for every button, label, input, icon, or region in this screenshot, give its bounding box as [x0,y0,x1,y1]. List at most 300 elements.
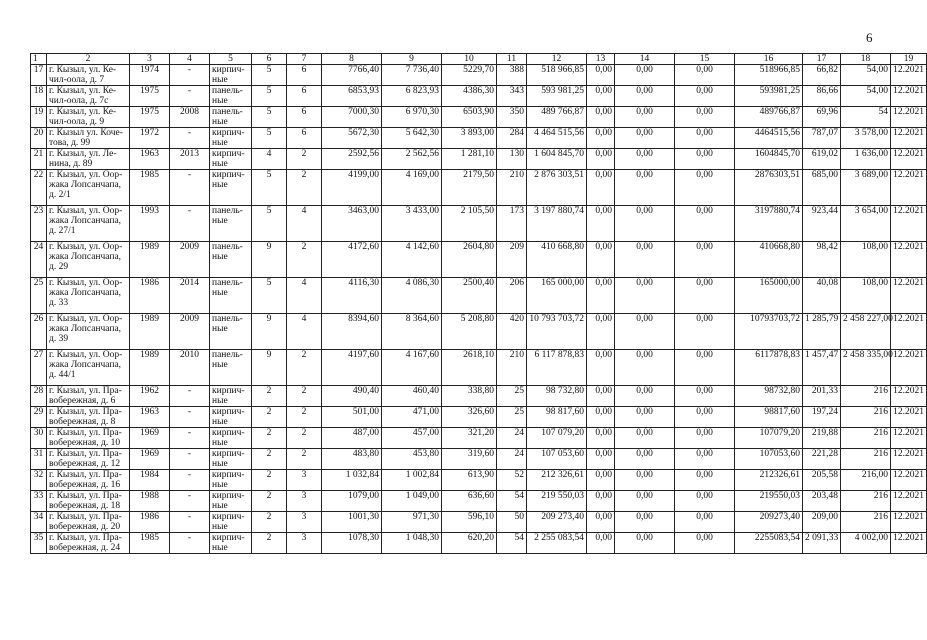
entrances-cell: 2 [287,242,322,278]
entrances-cell: 4 [287,278,322,314]
wall-material-cell [210,128,252,149]
address-line: чил-оола, д. 7 [49,75,105,85]
max-cost-cell: 4 002,00 [841,533,891,554]
cost-total-cell: 212 326,61 [527,470,587,491]
cost-col13-cell: 0,00 [587,407,615,428]
cost-col14-cell: 0,00 [615,206,675,242]
floors-cell: 9 [252,242,287,278]
total-area-cell: 1 032,84 [322,470,382,491]
total-area-cell: 1001,30 [322,512,382,533]
row-number-cell: 18 [31,86,47,107]
cost-col15-cell: 0,00 [675,491,735,512]
wall-material-cell [210,206,252,242]
cost-col13-cell: 0,00 [587,128,615,149]
wall-material-line: ные [212,138,228,148]
wall-material-cell [210,533,252,554]
cost-col15-cell: 0,00 [675,314,735,350]
address-cell [47,470,130,491]
unit-cost-cell: 2 091,33 [803,533,841,554]
build-year-cell: 1969 [130,428,170,449]
wall-material-line: ные [212,543,228,553]
entrances-cell: 6 [287,107,322,128]
table-row [31,86,927,107]
cost-col15-cell: 0,00 [675,350,735,386]
build-year-cell: 1988 [130,491,170,512]
residents-cell: 388 [497,65,527,86]
max-cost-cell: 216 [841,491,891,512]
living-area-cell: 6503,90 [442,107,497,128]
cost-col14-cell: 0,00 [615,428,675,449]
cost-owners-cell: 410668,80 [735,242,803,278]
build-year-cell: 1963 [130,407,170,428]
area-cell: 2 562,56 [382,149,442,170]
repair-year-cell: 2008 [170,107,210,128]
wall-material-line: кирпич- [212,449,245,459]
build-year-cell: 1986 [130,512,170,533]
unit-cost-cell: 619,02 [803,149,841,170]
wall-material-line: панель- [212,86,243,96]
wall-material-line: ные [212,75,228,85]
residents-cell: 284 [497,128,527,149]
residents-cell: 50 [497,512,527,533]
address-line: г. Кызыл, ул. Оор- [49,314,123,324]
repair-year-cell: - [170,428,210,449]
floors-cell: 5 [252,128,287,149]
build-year-cell: 1986 [130,278,170,314]
wall-material-line: ные [212,252,228,262]
residents-cell: 24 [497,428,527,449]
address-line: г. Кызыл, ул. Оор- [49,206,123,216]
area-cell: 1 048,30 [382,533,442,554]
living-area-cell: 5 208,80 [442,314,497,350]
wall-material-cell [210,107,252,128]
floors-cell: 2 [252,533,287,554]
max-cost-cell: 216 [841,512,891,533]
build-year-cell: 1975 [130,107,170,128]
column-header: 10 [442,54,497,65]
table-row [31,128,927,149]
living-area-cell: 2604,80 [442,242,497,278]
deadline-cell: 12.2021 [891,512,927,533]
wall-material-cell [210,170,252,206]
repair-year-cell: 2009 [170,314,210,350]
cost-owners-cell: 4464515,56 [735,128,803,149]
cost-owners-cell: 2255083,54 [735,533,803,554]
deadline-cell: 12.2021 [891,491,927,512]
floors-cell: 5 [252,107,287,128]
cost-col13-cell: 0,00 [587,107,615,128]
entrances-cell: 2 [287,386,322,407]
wall-material-line: кирпич- [212,407,245,417]
column-header: 15 [675,54,735,65]
cost-owners-cell: 10793703,72 [735,314,803,350]
row-number-cell: 35 [31,533,47,554]
column-header: 16 [735,54,803,65]
total-area-cell: 2592,56 [322,149,382,170]
residents-cell: 210 [497,170,527,206]
floors-cell: 2 [252,428,287,449]
deadline-cell: 12.2021 [891,278,927,314]
total-area-cell: 1079,00 [322,491,382,512]
table-row [31,170,927,206]
table-row [31,512,927,533]
address-line: г. Кызыл, ул. Пра- [49,512,122,522]
total-area-cell: 487,00 [322,428,382,449]
living-area-cell: 2500,40 [442,278,497,314]
residents-cell: 173 [497,206,527,242]
unit-cost-cell: 86,66 [803,86,841,107]
entrances-cell: 4 [287,206,322,242]
cost-col15-cell: 0,00 [675,407,735,428]
wall-material-cell [210,512,252,533]
wall-material-line: ные [212,522,228,532]
address-line: вобережная, д. 20 [49,522,121,532]
table-row [31,149,927,170]
unit-cost-cell: 98,42 [803,242,841,278]
build-year-cell: 1969 [130,449,170,470]
total-area-cell: 6853,93 [322,86,382,107]
living-area-cell: 326,60 [442,407,497,428]
row-number-cell: 29 [31,407,47,428]
max-cost-cell: 2 458 227,00 [841,314,891,350]
cost-total-cell: 209 273,40 [527,512,587,533]
build-year-cell: 1974 [130,65,170,86]
address-cell [47,533,130,554]
address-line: г. Кызыл, ул. Ке- [49,107,117,117]
total-area-cell: 4199,00 [322,170,382,206]
table-row [31,386,927,407]
build-year-cell: 1962 [130,386,170,407]
wall-material-line: ные [212,438,228,448]
header-row [31,54,927,65]
address-line: д. 29 [49,262,69,272]
cost-col13-cell: 0,00 [587,206,615,242]
address-line: жака Лопсанчапа, [49,216,122,226]
cost-col14-cell: 0,00 [615,350,675,386]
residents-cell: 343 [497,86,527,107]
cost-col14-cell: 0,00 [615,533,675,554]
residents-cell: 54 [497,533,527,554]
wall-material-line: ные [212,159,228,169]
cost-col14-cell: 0,00 [615,107,675,128]
living-area-cell: 2618,10 [442,350,497,386]
wall-material-line: кирпич- [212,65,245,75]
wall-material-cell [210,149,252,170]
repair-year-cell: 2009 [170,242,210,278]
entrances-cell: 2 [287,428,322,449]
repair-year-cell: 2014 [170,278,210,314]
deadline-cell: 12.2021 [891,350,927,386]
living-area-cell: 338,80 [442,386,497,407]
floors-cell: 2 [252,470,287,491]
wall-material-line: ные [212,459,228,469]
area-cell: 1 049,00 [382,491,442,512]
cost-col13-cell: 0,00 [587,314,615,350]
repair-year-cell: - [170,449,210,470]
cost-col15-cell: 0,00 [675,512,735,533]
column-header: 17 [803,54,841,65]
living-area-cell: 319,60 [442,449,497,470]
column-header: 19 [891,54,927,65]
table-row [31,350,927,386]
floors-cell: 5 [252,86,287,107]
cost-total-cell: 107 053,60 [527,449,587,470]
cost-col13-cell: 0,00 [587,278,615,314]
cost-col15-cell: 0,00 [675,86,735,107]
address-line: г. Кызыл, ул. Ле- [49,149,117,159]
wall-material-line: кирпич- [212,533,245,543]
cost-col14-cell: 0,00 [615,86,675,107]
floors-cell: 2 [252,512,287,533]
address-line: жака Лопсанчапа, [49,288,122,298]
entrances-cell: 6 [287,86,322,107]
residents-cell: 350 [497,107,527,128]
max-cost-cell: 2 458 335,00 [841,350,891,386]
total-area-cell: 4116,30 [322,278,382,314]
wall-material-cell [210,449,252,470]
entrances-cell: 2 [287,449,322,470]
cost-col13-cell: 0,00 [587,350,615,386]
cost-col13-cell: 0,00 [587,170,615,206]
cost-owners-cell: 1604845,70 [735,149,803,170]
area-cell: 457,00 [382,428,442,449]
table-row [31,533,927,554]
wall-material-line: ные [212,180,228,190]
row-number-cell: 21 [31,149,47,170]
area-cell: 8 364,60 [382,314,442,350]
address-cell [47,512,130,533]
table-row [31,428,927,449]
table-row [31,278,927,314]
address-cell [47,86,130,107]
living-area-cell: 321,20 [442,428,497,449]
wall-material-line: ные [212,117,228,127]
column-header: 1 [31,54,47,65]
cost-col13-cell: 0,00 [587,386,615,407]
address-line: жака Лопсанчапа, [49,360,122,370]
living-area-cell: 596,10 [442,512,497,533]
repair-year-cell: - [170,407,210,428]
unit-cost-cell: 209,00 [803,512,841,533]
unit-cost-cell: 221,28 [803,449,841,470]
address-line: г. Кызыл, ул. Пра- [49,491,122,501]
address-line: вобережная, д. 8 [49,417,116,427]
floors-cell: 5 [252,65,287,86]
build-year-cell: 1985 [130,170,170,206]
build-year-cell: 1989 [130,242,170,278]
total-area-cell: 8394,60 [322,314,382,350]
address-line: г. Кызыл, ул. Оор- [49,170,123,180]
address-line: д. 39 [49,334,69,344]
cost-col13-cell: 0,00 [587,65,615,86]
wall-material-line: панель- [212,350,243,360]
address-cell [47,170,130,206]
cost-total-cell: 1 604 845,70 [527,149,587,170]
address-line: вобережная, д. 18 [49,501,121,511]
cost-owners-cell: 107053,60 [735,449,803,470]
area-cell: 3 433,00 [382,206,442,242]
build-year-cell: 1984 [130,470,170,491]
cost-owners-cell: 209273,40 [735,512,803,533]
floors-cell: 2 [252,449,287,470]
wall-material-line: кирпич- [212,512,245,522]
cost-col13-cell: 0,00 [587,491,615,512]
wall-material-line: панель- [212,107,243,117]
row-number-cell: 24 [31,242,47,278]
total-area-cell: 483,80 [322,449,382,470]
address-line: г. Кызыл, ул. Пра- [49,386,122,396]
deadline-cell: 12.2021 [891,65,927,86]
living-area-cell: 2179,50 [442,170,497,206]
total-area-cell: 1078,30 [322,533,382,554]
address-line: жака Лопсанчапа, [49,252,122,262]
page-number: 6 [866,30,873,45]
living-area-cell: 636,60 [442,491,497,512]
entrances-cell: 3 [287,512,322,533]
wall-material-cell [210,278,252,314]
cost-total-cell: 2 255 083,54 [527,533,587,554]
wall-material-line: ные [212,324,228,334]
wall-material-line: ные [212,216,228,226]
cost-col14-cell: 0,00 [615,278,675,314]
total-area-cell: 4172,60 [322,242,382,278]
row-number-cell: 22 [31,170,47,206]
address-line: вобережная, д. 6 [49,396,116,406]
area-cell: 7 736,40 [382,65,442,86]
cost-col15-cell: 0,00 [675,128,735,149]
address-line: г. Кызыл, ул. Ке- [49,65,117,75]
cost-col13-cell: 0,00 [587,470,615,491]
cost-owners-cell: 165000,00 [735,278,803,314]
address-cell [47,491,130,512]
address-line: г. Кызыл, ул. Пра- [49,449,122,459]
living-area-cell: 5229,70 [442,65,497,86]
cost-col13-cell: 0,00 [587,449,615,470]
floors-cell: 4 [252,149,287,170]
repair-year-cell: 2013 [170,149,210,170]
address-cell [47,206,130,242]
address-line: д. 44/1 [49,370,76,380]
cost-owners-cell: 212326,61 [735,470,803,491]
wall-material-line: кирпич- [212,386,245,396]
table-row [31,407,927,428]
wall-material-line: кирпич- [212,491,245,501]
row-number-cell: 31 [31,449,47,470]
column-header: 9 [382,54,442,65]
total-area-cell: 490,40 [322,386,382,407]
address-line: г. Кызыл, ул. Пра- [49,470,122,480]
area-cell: 4 167,60 [382,350,442,386]
build-year-cell: 1972 [130,128,170,149]
table-row [31,206,927,242]
address-cell [47,428,130,449]
cost-total-cell: 6 117 878,83 [527,350,587,386]
entrances-cell: 2 [287,149,322,170]
housing-table [30,53,927,554]
unit-cost-cell: 205,58 [803,470,841,491]
table-row [31,470,927,491]
row-number-cell: 30 [31,428,47,449]
max-cost-cell: 54 [841,107,891,128]
area-cell: 460,40 [382,386,442,407]
address-cell [47,350,130,386]
deadline-cell: 12.2021 [891,407,927,428]
address-line: г. Кызыл, ул. Пра- [49,407,122,417]
table-row [31,491,927,512]
address-line: вобережная, д. 24 [49,543,121,553]
max-cost-cell: 1 636,00 [841,149,891,170]
address-cell [47,407,130,428]
cost-owners-cell: 2876303,51 [735,170,803,206]
wall-material-line: ные [212,288,228,298]
cost-col15-cell: 0,00 [675,149,735,170]
address-line: г. Кызыл, ул. Ке- [49,86,117,96]
table-row [31,242,927,278]
wall-material-cell [210,407,252,428]
area-cell: 4 142,60 [382,242,442,278]
address-line: жака Лопсанчапа, [49,324,122,334]
build-year-cell: 1989 [130,350,170,386]
unit-cost-cell: 787,07 [803,128,841,149]
cost-col15-cell: 0,00 [675,206,735,242]
cost-col15-cell: 0,00 [675,449,735,470]
build-year-cell: 1975 [130,86,170,107]
cost-owners-cell: 489766,87 [735,107,803,128]
cost-total-cell: 98 817,60 [527,407,587,428]
entrances-cell: 4 [287,314,322,350]
repair-year-cell: 2010 [170,350,210,386]
floors-cell: 5 [252,278,287,314]
cost-col14-cell: 0,00 [615,128,675,149]
wall-material-line: панель- [212,278,243,288]
area-cell: 971,30 [382,512,442,533]
entrances-cell: 6 [287,65,322,86]
cost-col15-cell: 0,00 [675,65,735,86]
column-header: 12 [527,54,587,65]
address-line: г. Кызыл, ул. Пра- [49,428,122,438]
cost-total-cell: 2 876 303,51 [527,170,587,206]
entrances-cell: 3 [287,470,322,491]
address-line: нина, д. 89 [49,159,93,169]
cost-total-cell: 107 079,20 [527,428,587,449]
cost-total-cell: 219 550,03 [527,491,587,512]
living-area-cell: 3 893,00 [442,128,497,149]
wall-material-line: ные [212,480,228,490]
cost-total-cell: 518 966,85 [527,65,587,86]
max-cost-cell: 108,00 [841,242,891,278]
address-line: това, д. 99 [49,138,91,148]
max-cost-cell: 54,00 [841,65,891,86]
row-number-cell: 17 [31,65,47,86]
address-line: г. Кызыл, ул. Оор- [49,350,123,360]
residents-cell: 24 [497,449,527,470]
area-cell: 1 002,84 [382,470,442,491]
deadline-cell: 12.2021 [891,386,927,407]
deadline-cell: 12.2021 [891,470,927,491]
address-line: чил-оола, д. 9 [49,117,105,127]
table-row [31,65,927,86]
total-area-cell: 501,00 [322,407,382,428]
address-cell [47,386,130,407]
unit-cost-cell: 201,33 [803,386,841,407]
area-cell: 4 086,30 [382,278,442,314]
repair-year-cell: - [170,206,210,242]
column-header: 6 [252,54,287,65]
cost-col14-cell: 0,00 [615,65,675,86]
build-year-cell: 1985 [130,533,170,554]
address-line: вобережная, д. 12 [49,459,121,469]
cost-owners-cell: 107079,20 [735,428,803,449]
